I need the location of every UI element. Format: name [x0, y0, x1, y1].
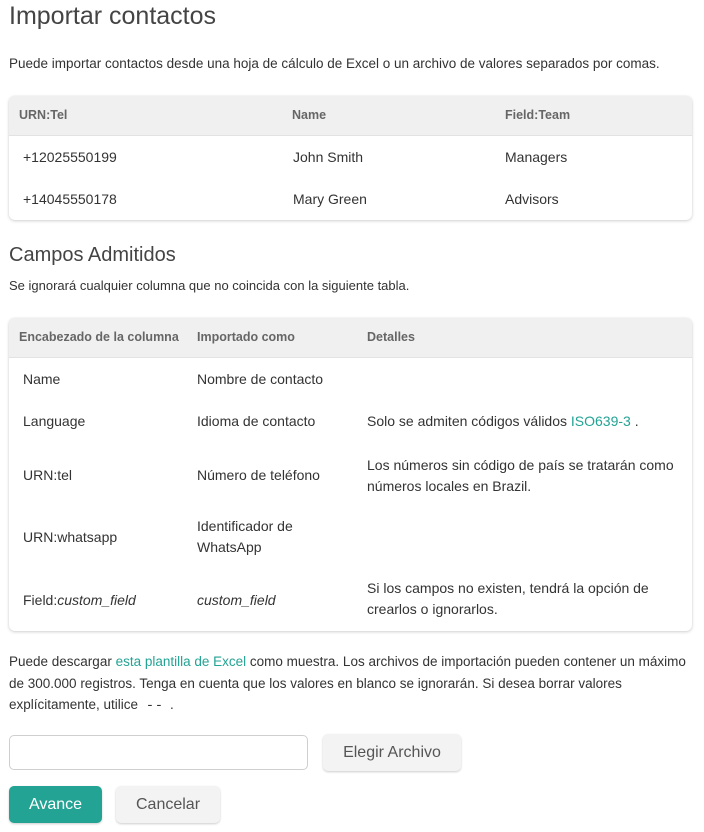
cancel-button[interactable]: Cancelar — [116, 786, 220, 823]
table-cell: Número de teléfono — [197, 467, 320, 483]
blank-code: -- — [145, 699, 165, 714]
column-header: Encabezado de la columna — [19, 330, 179, 344]
table-cell: John Smith — [293, 149, 364, 165]
details-text: Solo se admiten códigos válidos — [367, 413, 571, 429]
table-row — [9, 136, 692, 178]
table-cell: Advisors — [505, 191, 559, 207]
note-text: como muestra. Los archivos de importación pueden contener un máximo de 300.000 registros. Tenga en cuenta que los valores en blanco se ignorarán. Si desea borrar valores explícitamente, utilice — [9, 654, 686, 712]
table-cell: Nombre de contacto — [197, 371, 324, 387]
intro-text: Puede importar contactos desde una hoja de cálculo de Excel o un archivo de valores separados por comas. — [9, 56, 660, 71]
details-line: crearlos o ignorarlos. — [367, 601, 498, 617]
column-header: Name — [292, 108, 327, 122]
supported-table-header — [9, 318, 692, 358]
details-line: números locales en Brazil. — [367, 478, 532, 494]
table-row — [9, 567, 692, 630]
example-table — [9, 96, 692, 220]
details-line: Los números sin código de país se tratarán como — [367, 457, 674, 473]
table-cell: +14045550178 — [23, 191, 117, 207]
table-cell: Managers — [505, 149, 568, 165]
excel-template-link[interactable]: esta plantilla de Excel — [115, 654, 247, 669]
table-cell: custom_field — [197, 592, 276, 608]
details-text: . — [630, 413, 639, 429]
field-prefix: Field: — [23, 592, 58, 608]
table-row — [9, 358, 692, 400]
table-cell — [367, 413, 639, 429]
table-cell: Mary Green — [293, 191, 367, 207]
table-cell: Idioma de contacto — [197, 413, 316, 429]
table-row — [9, 505, 692, 567]
section-title: Campos Admitidos — [9, 244, 176, 266]
table-cell-line: WhatsApp — [197, 539, 262, 555]
table-row — [9, 178, 692, 220]
field-name: custom_field — [57, 592, 136, 608]
page-title: Importar contactos — [9, 2, 217, 30]
next-button[interactable]: Avance — [9, 786, 102, 823]
template-note — [9, 651, 689, 718]
table-cell: Language — [23, 413, 86, 429]
table-cell — [23, 592, 136, 608]
supported-fields-table — [9, 318, 692, 631]
example-table-header — [9, 96, 692, 136]
column-header: Detalles — [367, 330, 415, 344]
choose-file-button[interactable]: Elegir Archivo — [323, 734, 461, 771]
column-header: URN:Tel — [19, 108, 68, 122]
table-cell: Name — [23, 371, 61, 387]
table-row — [9, 442, 692, 505]
column-header: Importado como — [197, 330, 295, 344]
table-cell: URN:tel — [23, 467, 73, 483]
iso639-link[interactable]: ISO639-3 — [570, 413, 631, 429]
note-text: . — [170, 697, 174, 712]
table-cell: +12025550199 — [23, 149, 117, 165]
table-cell: URN:whatsapp — [23, 529, 118, 545]
note-text: Puede descargar — [9, 654, 116, 669]
column-header: Field:Team — [505, 108, 571, 122]
section-subtitle: Se ignorará cualquier columna que no coincida con la siguiente tabla. — [9, 278, 410, 293]
details-line: Si los campos no existen, tendrá la opción de — [367, 580, 649, 596]
table-row — [9, 400, 692, 442]
file-input[interactable] — [9, 735, 308, 770]
table-cell-line: Identificador de — [197, 518, 293, 534]
